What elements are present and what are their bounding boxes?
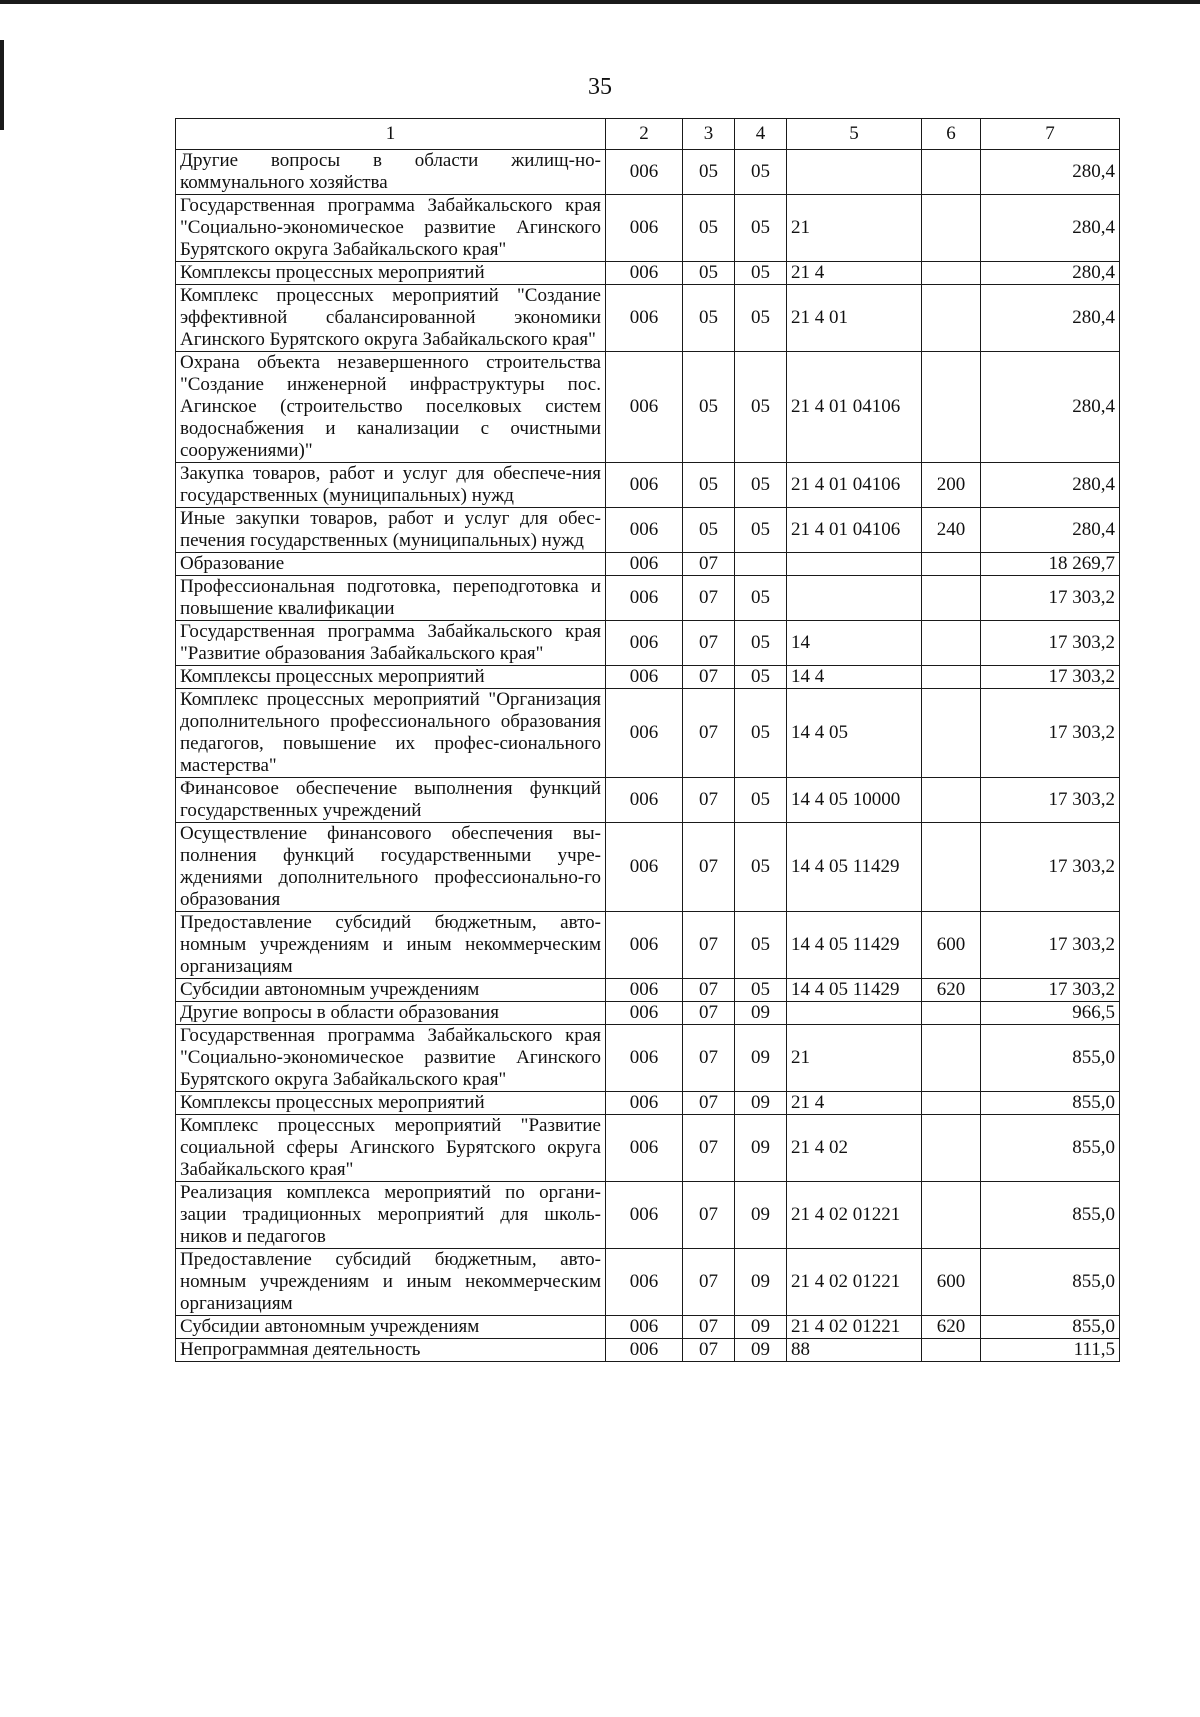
- row-expense-type: [922, 262, 981, 285]
- row-section-code: 07: [683, 1115, 735, 1182]
- table-row: [176, 778, 1120, 823]
- row-subsection-code: 05: [735, 352, 787, 463]
- table-row: [176, 1339, 1120, 1362]
- table-row: [176, 1092, 1120, 1115]
- row-name: Комплексы процессных мероприятий: [176, 262, 606, 285]
- row-target-article: 14 4 05: [787, 689, 922, 778]
- row-target-article: [787, 1002, 922, 1025]
- row-section-code: 07: [683, 1316, 735, 1339]
- row-subsection-code: 09: [735, 1092, 787, 1115]
- row-name: Комплексы процессных мероприятий: [176, 1092, 606, 1115]
- row-subsection-code: 09: [735, 1182, 787, 1249]
- row-subsection-code: 05: [735, 195, 787, 262]
- row-target-article: 21: [787, 1025, 922, 1092]
- row-name: Иные закупки товаров, работ и услуг для обес-печения государственных (муниципальных) нужд: [176, 508, 606, 553]
- row-target-article: 21 4 02 01221: [787, 1249, 922, 1316]
- table-row: [176, 508, 1120, 553]
- row-amount: 17 303,2: [981, 823, 1120, 912]
- row-name: Другие вопросы в области жилищ-но-коммунального хозяйства: [176, 150, 606, 195]
- row-section-code: 07: [683, 912, 735, 979]
- table-header: [176, 119, 1120, 150]
- row-amount: 17 303,2: [981, 912, 1120, 979]
- row-expense-type: [922, 1115, 981, 1182]
- row-amount: 855,0: [981, 1249, 1120, 1316]
- header-row: [176, 119, 1120, 150]
- row-expense-type: 620: [922, 979, 981, 1002]
- row-expense-type: [922, 150, 981, 195]
- row-amount: 855,0: [981, 1316, 1120, 1339]
- row-name: Образование: [176, 553, 606, 576]
- row-target-article: 21: [787, 195, 922, 262]
- row-name: Субсидии автономным учреждениям: [176, 979, 606, 1002]
- row-ministry-code: 006: [606, 352, 683, 463]
- row-expense-type: [922, 1025, 981, 1092]
- row-subsection-code: 09: [735, 1249, 787, 1316]
- row-expense-type: [922, 621, 981, 666]
- table-row: [176, 553, 1120, 576]
- row-amount: 280,4: [981, 463, 1120, 508]
- row-expense-type: [922, 689, 981, 778]
- row-section-code: 07: [683, 1092, 735, 1115]
- row-target-article: 14 4 05 11429: [787, 979, 922, 1002]
- row-expense-type: 620: [922, 1316, 981, 1339]
- row-subsection-code: 05: [735, 823, 787, 912]
- row-name: Комплекс процессных мероприятий "Развитие социальной сферы Агинского Бурятского округа Забайкальского края": [176, 1115, 606, 1182]
- table-row: [176, 262, 1120, 285]
- row-expense-type: [922, 352, 981, 463]
- row-ministry-code: 006: [606, 912, 683, 979]
- row-target-article: 21 4 01 04106: [787, 508, 922, 553]
- table-row: [176, 689, 1120, 778]
- row-subsection-code: 05: [735, 508, 787, 553]
- row-subsection-code: 05: [735, 666, 787, 689]
- row-target-article: 14 4 05 10000: [787, 778, 922, 823]
- row-section-code: 07: [683, 1002, 735, 1025]
- row-amount: 17 303,2: [981, 576, 1120, 621]
- row-expense-type: 600: [922, 1249, 981, 1316]
- header-col-7: 7: [981, 119, 1120, 150]
- row-target-article: 14 4 05 11429: [787, 912, 922, 979]
- table-row: [176, 621, 1120, 666]
- row-ministry-code: 006: [606, 1316, 683, 1339]
- row-section-code: 05: [683, 150, 735, 195]
- row-ministry-code: 006: [606, 463, 683, 508]
- row-subsection-code: 09: [735, 1339, 787, 1362]
- row-ministry-code: 006: [606, 1339, 683, 1362]
- row-amount: 280,4: [981, 262, 1120, 285]
- row-expense-type: 200: [922, 463, 981, 508]
- row-amount: 855,0: [981, 1092, 1120, 1115]
- row-subsection-code: 05: [735, 689, 787, 778]
- row-amount: 280,4: [981, 352, 1120, 463]
- row-ministry-code: 006: [606, 1092, 683, 1115]
- row-name: Охрана объекта незавершенного строительства "Создание инженерной инфраструктуры пос. Агинское (строительство поселковых систем водоснабжения и канализации с очистными сооружениями)": [176, 352, 606, 463]
- row-amount: 17 303,2: [981, 979, 1120, 1002]
- row-expense-type: 240: [922, 508, 981, 553]
- row-expense-type: [922, 1092, 981, 1115]
- budget-table: [175, 118, 1120, 1362]
- row-expense-type: [922, 1182, 981, 1249]
- table-row: [176, 823, 1120, 912]
- row-amount: 17 303,2: [981, 666, 1120, 689]
- row-target-article: 21 4 01 04106: [787, 463, 922, 508]
- row-section-code: 05: [683, 352, 735, 463]
- row-subsection-code: 05: [735, 778, 787, 823]
- row-name: Непрограммная деятельность: [176, 1339, 606, 1362]
- table-row: [176, 1182, 1120, 1249]
- header-col-1: 1: [176, 119, 606, 150]
- row-ministry-code: 006: [606, 778, 683, 823]
- table-row: [176, 1249, 1120, 1316]
- table-row: [176, 463, 1120, 508]
- row-name: Государственная программа Забайкальского края "Развитие образования Забайкальского края": [176, 621, 606, 666]
- row-ministry-code: 006: [606, 1025, 683, 1092]
- row-target-article: 14 4: [787, 666, 922, 689]
- row-subsection-code: 09: [735, 1002, 787, 1025]
- row-ministry-code: 006: [606, 262, 683, 285]
- row-name: Закупка товаров, работ и услуг для обеспече-ния государственных (муниципальных) нужд: [176, 463, 606, 508]
- row-ministry-code: 006: [606, 823, 683, 912]
- row-section-code: 07: [683, 576, 735, 621]
- row-expense-type: [922, 195, 981, 262]
- row-subsection-code: 05: [735, 912, 787, 979]
- row-ministry-code: 006: [606, 689, 683, 778]
- row-amount: 17 303,2: [981, 689, 1120, 778]
- row-name: Осуществление финансового обеспечения вы-полнения функций государственными учре-ждениями дополнительного профессионально-го образования: [176, 823, 606, 912]
- row-ministry-code: 006: [606, 1249, 683, 1316]
- row-ministry-code: 006: [606, 150, 683, 195]
- row-ministry-code: 006: [606, 979, 683, 1002]
- page-number: 35: [588, 74, 612, 100]
- row-name: Субсидии автономным учреждениям: [176, 1316, 606, 1339]
- row-subsection-code: 05: [735, 150, 787, 195]
- table-row: [176, 285, 1120, 352]
- row-amount: 966,5: [981, 1002, 1120, 1025]
- table-row: [176, 150, 1120, 195]
- row-name: Финансовое обеспечение выполнения функций государственных учреждений: [176, 778, 606, 823]
- row-subsection-code: 05: [735, 463, 787, 508]
- row-target-article: [787, 553, 922, 576]
- row-ministry-code: 006: [606, 195, 683, 262]
- row-expense-type: [922, 1339, 981, 1362]
- row-expense-type: [922, 666, 981, 689]
- row-subsection-code: 09: [735, 1115, 787, 1182]
- row-amount: 855,0: [981, 1115, 1120, 1182]
- row-ministry-code: 006: [606, 508, 683, 553]
- row-ministry-code: 006: [606, 1002, 683, 1025]
- row-expense-type: [922, 778, 981, 823]
- table-row: [176, 1316, 1120, 1339]
- row-subsection-code: 05: [735, 621, 787, 666]
- row-name: Другие вопросы в области образования: [176, 1002, 606, 1025]
- row-section-code: 05: [683, 262, 735, 285]
- row-section-code: 07: [683, 823, 735, 912]
- row-name: Предоставление субсидий бюджетным, авто-номным учреждениям и иным некоммерческим организациям: [176, 1249, 606, 1316]
- row-subsection-code: 09: [735, 1025, 787, 1092]
- row-target-article: 21 4: [787, 1092, 922, 1115]
- row-subsection-code: 05: [735, 262, 787, 285]
- row-section-code: 05: [683, 195, 735, 262]
- row-amount: 280,4: [981, 150, 1120, 195]
- row-subsection-code: 05: [735, 285, 787, 352]
- row-section-code: 07: [683, 1182, 735, 1249]
- row-target-article: 14 4 05 11429: [787, 823, 922, 912]
- row-section-code: 05: [683, 508, 735, 553]
- header-col-2: 2: [606, 119, 683, 150]
- row-amount: 280,4: [981, 285, 1120, 352]
- row-subsection-code: 05: [735, 576, 787, 621]
- row-section-code: 07: [683, 778, 735, 823]
- table-row: [176, 1002, 1120, 1025]
- header-col-4: 4: [735, 119, 787, 150]
- table-row: [176, 352, 1120, 463]
- row-ministry-code: 006: [606, 1115, 683, 1182]
- row-section-code: 07: [683, 621, 735, 666]
- row-name: Предоставление субсидий бюджетным, авто-номным учреждениям и иным некоммерческим организациям: [176, 912, 606, 979]
- row-section-code: 05: [683, 285, 735, 352]
- row-amount: 855,0: [981, 1025, 1120, 1092]
- row-subsection-code: 05: [735, 979, 787, 1002]
- row-target-article: [787, 576, 922, 621]
- row-name: Комплекс процессных мероприятий "Организация дополнительного профессионального образования педагогов, повышение их профес-сионального мастерства": [176, 689, 606, 778]
- row-target-article: 88: [787, 1339, 922, 1362]
- row-ministry-code: 006: [606, 553, 683, 576]
- table-row: [176, 1115, 1120, 1182]
- header-col-5: 5: [787, 119, 922, 150]
- table-body: [176, 150, 1120, 1362]
- row-target-article: 21 4 01 04106: [787, 352, 922, 463]
- row-target-article: [787, 150, 922, 195]
- row-target-article: 21 4 01: [787, 285, 922, 352]
- row-section-code: 07: [683, 1339, 735, 1362]
- row-target-article: 21 4 02: [787, 1115, 922, 1182]
- row-target-article: 21 4 02 01221: [787, 1182, 922, 1249]
- row-target-article: 21 4: [787, 262, 922, 285]
- row-amount: 280,4: [981, 508, 1120, 553]
- row-amount: 17 303,2: [981, 621, 1120, 666]
- row-amount: 280,4: [981, 195, 1120, 262]
- row-ministry-code: 006: [606, 576, 683, 621]
- row-section-code: 07: [683, 1025, 735, 1092]
- row-expense-type: 600: [922, 912, 981, 979]
- header-col-6: 6: [922, 119, 981, 150]
- row-section-code: 05: [683, 463, 735, 508]
- row-ministry-code: 006: [606, 621, 683, 666]
- row-name: Профессиональная подготовка, переподготовка и повышение квалификации: [176, 576, 606, 621]
- row-target-article: 21 4 02 01221: [787, 1316, 922, 1339]
- table-row: [176, 576, 1120, 621]
- row-ministry-code: 006: [606, 285, 683, 352]
- row-expense-type: [922, 285, 981, 352]
- row-ministry-code: 006: [606, 1182, 683, 1249]
- row-section-code: 07: [683, 1249, 735, 1316]
- row-name: Государственная программа Забайкальского края "Социально-экономическое развитие Агинского Бурятского округа Забайкальского края": [176, 1025, 606, 1092]
- table-row: [176, 666, 1120, 689]
- table-row: [176, 195, 1120, 262]
- row-subsection-code: 09: [735, 1316, 787, 1339]
- row-subsection-code: [735, 553, 787, 576]
- row-section-code: 07: [683, 689, 735, 778]
- row-section-code: 07: [683, 553, 735, 576]
- row-ministry-code: 006: [606, 666, 683, 689]
- table-row: [176, 1025, 1120, 1092]
- scan-top-edge: [0, 0, 1200, 4]
- header-col-3: 3: [683, 119, 735, 150]
- table-row: [176, 979, 1120, 1002]
- row-section-code: 07: [683, 666, 735, 689]
- table-row: [176, 912, 1120, 979]
- row-name: Комплекс процессных мероприятий "Создание эффективной сбалансированной экономики Агинского Бурятского округа Забайкальского края": [176, 285, 606, 352]
- row-target-article: 14: [787, 621, 922, 666]
- row-expense-type: [922, 1002, 981, 1025]
- row-expense-type: [922, 576, 981, 621]
- row-expense-type: [922, 823, 981, 912]
- row-section-code: 07: [683, 979, 735, 1002]
- row-name: Государственная программа Забайкальского края "Социально-экономическое развитие Агинского Бурятского округа Забайкальского края": [176, 195, 606, 262]
- row-amount: 111,5: [981, 1339, 1120, 1362]
- row-amount: 18 269,7: [981, 553, 1120, 576]
- row-expense-type: [922, 553, 981, 576]
- row-amount: 855,0: [981, 1182, 1120, 1249]
- row-name: Комплексы процессных мероприятий: [176, 666, 606, 689]
- row-name: Реализация комплекса мероприятий по органи-зации традиционных мероприятий для школь-ников и педагогов: [176, 1182, 606, 1249]
- row-amount: 17 303,2: [981, 778, 1120, 823]
